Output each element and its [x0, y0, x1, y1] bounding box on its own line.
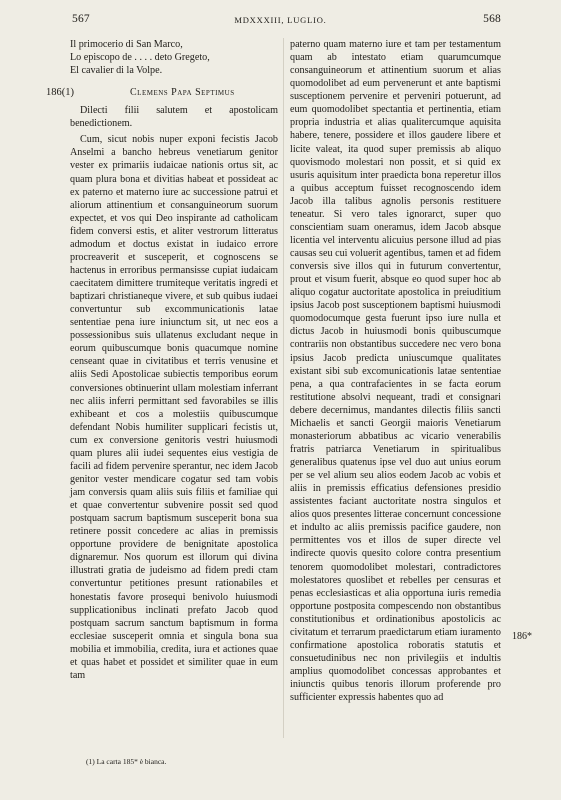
verse-line: Lo episcopo de . . . . deto Gregeto,	[70, 52, 210, 64]
document-number: 186(1)	[46, 87, 74, 99]
body-text-left: Cum, sicut nobis nuper exponi fecistis Jacob Anselmi a bancho hebreus venetiarum genitor vester ex primariis iudaicae nationis ortus sit, ac quam plura bona et divitias habeat et possideat ac ex paterno et materno iure ac successione patrui et aliorum attinentium et consanguineorum suorum expectet, et vos qui Deo inspirante ad catholicam fidem conversi estis, et aliter vestrorum litteratus admodum et doctus existat in iudaico errore procreaverit et susceperit, et cognoscens se hactenus in erroribus permansisse cupiat iudaicam caecitatem dimittere trumiteque veritatis ingredi et baptizari christianeque vivere, et sub quibus iudaei convertuntur sub excommunicationis latae sententiae pena iure iniunctum sit, ut nec eos a possessionibus suis ullatenus excludant neque in eorum quibuscumque bonis quacumque nomine censeant quae in civitatibus et terris venusine et aliis Sedi Apostolicae subiectis temporibus eorum conversiones obtinuerint ullam molestiam inferrant nec aliis inferri permittant sed favorabiles se illis exhibeant et cos a molestiis quibuscumque defendant Nobis humiliter supplicari fecistis ut, cum ex conversione genitoris vestri huiusmodi quam plures alii iudei sequentes eius vestigia de facili ad fidem pervenire sperantur, nec idem Jacob genitor vester mendicare cogatur sed tam vobis jam conversis quam aliis suis filiis et familiae qui et quae convertentur subvenire possit sed quod postquam sacrum baptismum susceperit bona sua retinere possit concedere ac alias in premissis opportune providere de benignitate apostolica dignaremur. Nos quorum est illorum qui divina illustrati gratia de judeismo ad fidem predi ctam convertuntur petitiones presunt rationabiles et honestatis favore prosequi benivolo huiusmodi supplicationibus inclinati prefato Jacob quod postquam sacrum sanctum baptismum in forma ecclesiae susceperit omnia et singula bona sua mobilia et immobilia, credita, iura et actiones quae et quas habet et possidet et similiter quae in eum tam	[70, 134, 278, 681]
left-page-number: 567	[72, 13, 90, 25]
left-column	[46, 38, 278, 682]
verse-line: El cavalier di la Volpe.	[70, 65, 163, 77]
salutation: Dilecti filii salutem et apostolicam benedictionem.	[70, 105, 278, 130]
running-header: MDXXXIII, LUGLIO.	[234, 15, 327, 25]
document-heading	[46, 86, 278, 100]
verse-line: Il primocerio di San Marco,	[70, 39, 183, 50]
column-divider	[283, 38, 284, 738]
right-page-number: 568	[483, 13, 501, 25]
document-author: Clemens Papa Septimus	[130, 87, 235, 99]
body-text-right: paterno quam materno iure et tam per testamentum quam ab intestato etiam quarumcumque consanguineorum et attinentium suorum et alias quomodolibet ad eum pervenerunt et ante baptismi susceptionem pervenire et perveniri potuerunt, ad eum quomodolibet spectantia et pertinentia, etiam propria industria et alias qualitercumque aquisita habere, tenere, possidere et illos gaudere libere et licite valeat, ita quod super premissis ab aliquo quovismodo molestari non possit, et si quid ex usuris aquisitum inter praedicta bona reperetur illos a quibus acceptum fuisset recognoscendo idem Jacob illa talibus agnolis personis restituere teneatur. Si vero tales ignorarct, super quo conscientiam suam oneramus, idem Jacob absque licentia vel interventu alicuius persone illud ad pias causas seu cui voluerit agentibus, tamen et ad fidem conversis sive illos qui in futurum convertentur, prout et visum fuerit, absque eo quod super hoc ab aliquo cogatur auctoritate apostolica in preiuditium ipsius Jacob post susceptionem baptismi huiusmodi quomodocumque gesta fuerunt ipso iure nulla et dictus Jacob in huiusmodi bonis quibuscumque contrariis non obstantibus succedere nec vero bona ipsius Jacob predicta uniuscumque qualitates existant sibi sub excomunicationis latae sententiae pena, a qua contrafacientes in se facta eorum restitutione absolvi nequeant, tradi et consignari debere decernimus, mandantes dilectis filiis sancti Michaelis et sancti Georgii maioris Venetiarum monasteriorum abbatibus ac vicario venerabilis fratris patriarca Venetiarum in spiritualibus generalibus quatenus ipse vel duo aut unius eorum per se vel alium seu alios eodem Jacob ac vobis et aliis in premissis efficatius defensiones presidio assistentes faciant auctoritate nostra singulos et alios quos presentes litterae concernunt concessione et indulto ac aliis premissis pacifice gaudere, non permittentes vos et illos de super directe vel indirecte quovis quesito colore contra presentium tenorem quomodolibet molestari, contradictores molestatores quoslibet et rebelles per censuras et penas ecclesiasticas et alia opportuna iuris remedia opportune postposita compescendo non obstantibus constitutionibus et ordinationibus apostolicis ac civitatum et terrarum praedictarum etiam iuramento confirmatione apostolica roboratis statutis et consuetudinibus nec non privilegiis et indultis amplius quomodolibet concessas approbantes et iniunctis quibus tenoris illorum proferende pro sufficienter expressis habentes quo ad	[290, 39, 501, 704]
right-column	[290, 38, 501, 704]
margin-note: 186*	[512, 631, 532, 642]
footnote: (1) La carta 185* è bianca.	[86, 757, 167, 766]
